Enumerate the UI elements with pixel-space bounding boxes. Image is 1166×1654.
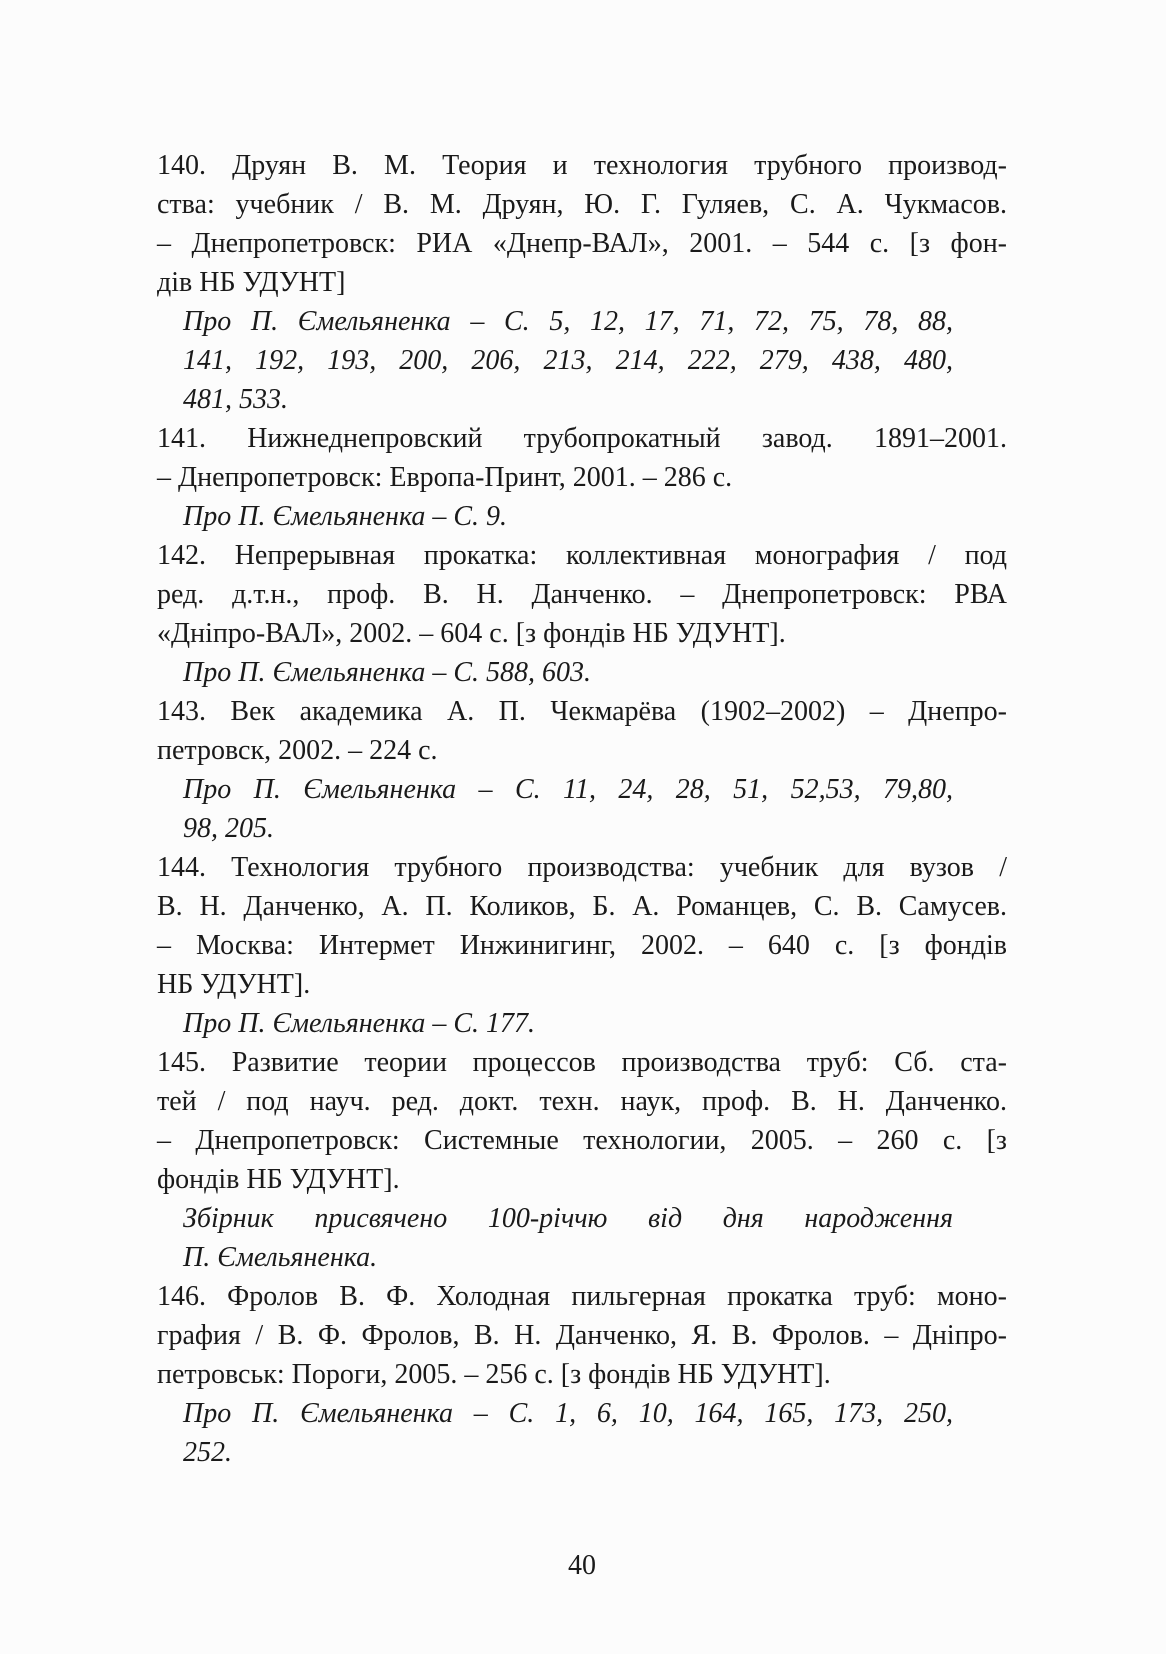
citation-line: – Днепропетровск: РИА «Днепр-ВАЛ», 2001. – 544 с. [з фон- [157, 228, 1007, 259]
annotation-line: П. Ємельяненка. [183, 1242, 378, 1273]
citation-line: графия / В. Ф. Фролов, В. Н. Данченко, Я. В. Фролов. – Дніпро- [157, 1320, 1007, 1351]
citation-line: – Днепропетровск: Системные технологии, 2005. – 260 с. [з [157, 1125, 1007, 1156]
bibliography-entry-140 [157, 146, 1007, 419]
page-number: 40 [568, 1550, 596, 1581]
citation-line: «Дніпро-ВАЛ», 2002. – 604 с. [з фондів НБ УДУНТ]. [157, 618, 786, 649]
bibliography-list [157, 146, 1007, 1472]
citation-line: дів НБ УДУНТ] [157, 267, 346, 298]
citation-line: петровськ: Пороги, 2005. – 256 с. [з фондів НБ УДУНТ]. [157, 1359, 831, 1390]
annotation-line: 252. [183, 1437, 232, 1468]
annotation-line: 98, 205. [183, 813, 274, 844]
citation-line: 144. Технология трубного производства: учебник для вузов / [157, 852, 1007, 883]
annotation-line: Про П. Ємельяненка – С. 11, 24, 28, 51, 52,53, 79,80, [183, 774, 953, 805]
citation-line: НБ УДУНТ]. [157, 969, 311, 1000]
annotation-line: Про П. Ємельяненка – С. 177. [183, 1008, 536, 1039]
annotation-line: Про П. Ємельяненка – С. 1, 6, 10, 164, 165, 173, 250, [183, 1398, 953, 1429]
citation-line: 146. Фролов В. Ф. Холодная пильгерная прокатка труб: моно- [157, 1281, 1007, 1312]
annotation-line: 481, 533. [183, 384, 288, 415]
bibliography-entry-145 [157, 1043, 1007, 1277]
annotation-line: Збірник присвячено 100-річчю від дня народження [183, 1203, 953, 1234]
bibliography-entry-141 [157, 419, 1007, 536]
citation-line: фондів НБ УДУНТ]. [157, 1164, 400, 1195]
citation-line: – Днепропетровск: Европа-Принт, 2001. – 286 с. [157, 462, 733, 493]
citation-line: ред. д.т.н., проф. В. Н. Данченко. – Днепропетровск: РВА [157, 579, 1007, 610]
bibliography-entry-144 [157, 848, 1007, 1043]
citation-line: В. Н. Данченко, А. П. Коликов, Б. А. Романцев, С. В. Самусев. [157, 891, 1007, 922]
citation-line: 145. Развитие теории процессов производства труб: Сб. ста- [157, 1047, 1007, 1078]
citation-line: ства: учебник / В. М. Друян, Ю. Г. Гуляев, С. А. Чукмасов. [157, 189, 1007, 220]
citation-line: 142. Непрерывная прокатка: коллективная монография / под [157, 540, 1007, 571]
citation-line: тей / под науч. ред. докт. техн. наук, проф. В. Н. Данченко. [157, 1086, 1007, 1117]
citation-line: 140. Друян В. М. Теория и технология трубного производ- [157, 150, 1007, 181]
citation-line: 141. Нижнеднепровский трубопрокатный завод. 1891–2001. [157, 423, 1007, 454]
bibliography-entry-143 [157, 692, 1007, 848]
bibliography-entry-146 [157, 1277, 1007, 1472]
citation-line: петровск, 2002. – 224 с. [157, 735, 438, 766]
annotation-line: Про П. Ємельяненка – С. 588, 603. [183, 657, 592, 688]
citation-line: 143. Век академика А. П. Чекмарёва (1902–2002) – Днепро- [157, 696, 1007, 727]
bibliography-entry-142 [157, 536, 1007, 692]
annotation-line: 141, 192, 193, 200, 206, 213, 214, 222, 279, 438, 480, [183, 345, 953, 376]
annotation-line: Про П. Ємельяненка – С. 9. [183, 501, 508, 532]
citation-line: – Москва: Интермет Инжинигинг, 2002. – 640 с. [з фондів [157, 930, 1007, 961]
annotation-line: Про П. Ємельяненка – С. 5, 12, 17, 71, 72, 75, 78, 88, [183, 306, 953, 337]
